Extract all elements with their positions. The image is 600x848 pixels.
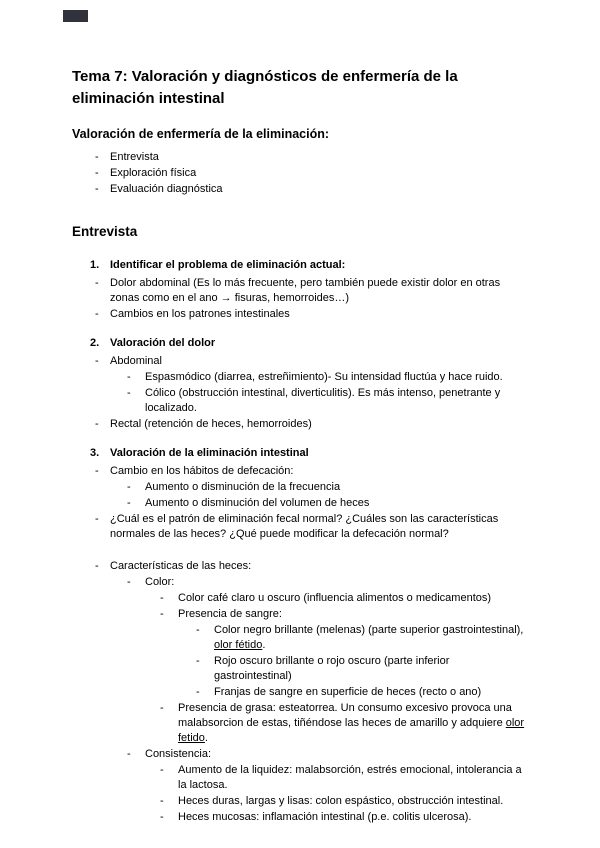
bullet-marker: 2. <box>90 336 100 349</box>
item-text <box>145 747 528 762</box>
list-item <box>72 417 528 432</box>
bullet-marker: - <box>95 417 99 430</box>
list-item <box>72 794 528 809</box>
bullet-marker: - <box>160 701 164 714</box>
list-item <box>72 480 528 495</box>
item-text <box>110 182 528 197</box>
list-item <box>72 464 528 479</box>
text-run: ¿Cuál es el patrón de eliminación fecal normal? ¿Cuáles son las características normales de las heces? ¿Qué puede modificar la defecación normal? <box>110 512 499 540</box>
text-run: Color negro brillante (melenas) (parte superior gastrointestinal), <box>214 623 524 636</box>
item-text <box>178 794 528 809</box>
list-item <box>72 685 528 700</box>
bullet-marker: - <box>95 354 99 367</box>
item-text <box>178 701 528 746</box>
item-text <box>145 386 528 416</box>
item-text <box>110 354 528 369</box>
text-run: Características de las heces: <box>110 559 252 572</box>
list-item <box>72 747 528 762</box>
document-body <box>72 126 528 825</box>
text-run: Cambios en los patrones intestinales <box>110 307 290 320</box>
bullet-marker: - <box>160 591 164 604</box>
section-heading <box>72 126 528 144</box>
bullet-marker: - <box>95 307 99 320</box>
list-item <box>72 150 528 165</box>
text-run: Valoración del dolor <box>110 336 216 349</box>
text-run: Color: <box>145 575 175 588</box>
bullet-marker: - <box>95 183 99 195</box>
text-run: Valoración de la eliminación intestinal <box>110 446 309 459</box>
text-run: Espasmódico (diarrea, estreñimiento)- Su intensidad fluctúa y hace ruido. <box>145 370 503 383</box>
bullet-marker: - <box>95 512 99 525</box>
text-run: Consistencia: <box>145 747 212 760</box>
underlined-text: olor fétido <box>214 638 263 651</box>
bullet-marker: - <box>95 559 99 572</box>
text-run: Exploración física <box>110 167 197 179</box>
item-text <box>110 150 528 165</box>
bullet-marker: - <box>160 794 164 807</box>
text-run: . <box>204 731 208 744</box>
text-run: Evaluación diagnóstica <box>110 183 223 195</box>
bullet-marker: - <box>127 496 131 509</box>
bullet-marker: - <box>127 370 131 383</box>
text-run: Dolor abdominal (Es lo más frecuente, pero también puede existir dolor en otras zonas como en el ano → fisuras, hemorroides…) <box>110 276 501 304</box>
list-item <box>72 307 528 322</box>
underlined-text: olor fetido <box>178 716 525 744</box>
item-text <box>110 417 528 432</box>
item-text <box>110 446 528 461</box>
list-item <box>72 763 528 793</box>
list-item <box>72 166 528 181</box>
list-item <box>72 512 528 542</box>
bullet-marker: - <box>95 464 99 477</box>
item-text <box>110 276 528 306</box>
bullet-marker: 3. <box>90 446 100 459</box>
bullet-marker: - <box>127 480 131 493</box>
text-run: . <box>262 638 266 651</box>
item-text <box>110 307 528 322</box>
list-item <box>72 623 528 653</box>
item-text <box>214 685 528 700</box>
blank-line <box>72 543 528 558</box>
item-text <box>145 496 528 511</box>
numbered-item <box>72 446 528 461</box>
bullet-marker: - <box>95 167 99 179</box>
text-run: Cambio en los hábitos de defecación: <box>110 464 294 477</box>
text-run: Franjas de sangre en superficie de heces (recto o ano) <box>214 685 482 698</box>
list-item <box>72 496 528 511</box>
numbered-item <box>72 336 528 351</box>
text-run: Rojo oscuro brillante o rojo oscuro (parte inferior gastrointestinal) <box>214 654 450 682</box>
bullet-marker: - <box>127 386 131 399</box>
text-run: Aumento de la liquidez: malabsorción, estrés emocional, intolerancia a la lactosa. <box>178 763 522 791</box>
text-run: Heces duras, largas y lisas: colon espástico, obstrucción intestinal. <box>178 794 504 807</box>
item-text <box>145 575 528 590</box>
list-item <box>72 370 528 385</box>
list-item <box>72 575 528 590</box>
item-text <box>214 623 528 653</box>
item-text <box>110 258 528 273</box>
text-run: Presencia de sangre: <box>178 607 282 620</box>
item-text <box>110 559 528 574</box>
item-text <box>110 464 528 479</box>
bullet-marker: - <box>95 151 99 163</box>
item-text <box>145 480 528 495</box>
numbered-item <box>72 258 528 273</box>
text-run: Entrevista <box>110 151 159 163</box>
bullet-marker: - <box>95 276 99 289</box>
text-run: Identificar el problema de eliminación actual: <box>110 258 346 271</box>
item-text <box>110 512 528 542</box>
item-text <box>110 166 528 181</box>
doc-title: Tema 7: Valoración y diagnósticos de enfermería de la eliminación intestinal <box>72 68 458 107</box>
item-text <box>178 810 528 825</box>
bullet-marker: - <box>160 607 164 620</box>
item-text <box>178 607 528 622</box>
item-text <box>178 763 528 793</box>
text-run: Rectal (retención de heces, hemorroides) <box>110 417 312 430</box>
bullet-marker: - <box>160 810 164 823</box>
bullet-marker: - <box>127 575 131 588</box>
text-run: Aumento o disminución de la frecuencia <box>145 480 341 493</box>
list-item <box>72 182 528 197</box>
text-run: Cólico (obstrucción intestinal, diverticulitis). Es más intenso, penetrante y localizado. <box>145 386 501 414</box>
text-run: Color café claro u oscuro (influencia alimentos o medicamentos) <box>178 591 492 604</box>
item-text <box>178 591 528 606</box>
bullet-marker: - <box>196 685 200 698</box>
subsection-heading <box>72 223 528 242</box>
text-run: Presencia de grasa: esteatorrea. Un consumo excesivo provoca una malabsorcion de estas, tiñéndose las heces de amarillo y adquiere <box>178 701 512 729</box>
dark-marker-icon <box>63 10 88 22</box>
list-item <box>72 559 528 574</box>
item-text <box>214 654 528 684</box>
text-run: Heces mucosas: inflamación intestinal (p.e. colitis ulcerosa). <box>178 810 472 823</box>
bullet-marker: - <box>127 747 131 760</box>
list-item <box>72 810 528 825</box>
list-item <box>72 354 528 369</box>
list-item <box>72 701 528 746</box>
text-run: Abdominal <box>110 354 162 367</box>
bullet-marker: - <box>160 763 164 776</box>
list-item <box>72 276 528 306</box>
bullet-marker: - <box>196 654 200 667</box>
item-text <box>145 370 528 385</box>
bullet-marker: - <box>196 623 200 636</box>
text-run: Aumento o disminución del volumen de heces <box>145 496 370 509</box>
list-item <box>72 607 528 622</box>
list-item <box>72 386 528 416</box>
list-item <box>72 654 528 684</box>
item-text <box>110 336 528 351</box>
bullet-marker: 1. <box>90 258 100 271</box>
list-item <box>72 591 528 606</box>
text-run: Valoración de enfermería de la eliminación: <box>72 126 330 141</box>
text-run: Entrevista <box>72 224 138 239</box>
